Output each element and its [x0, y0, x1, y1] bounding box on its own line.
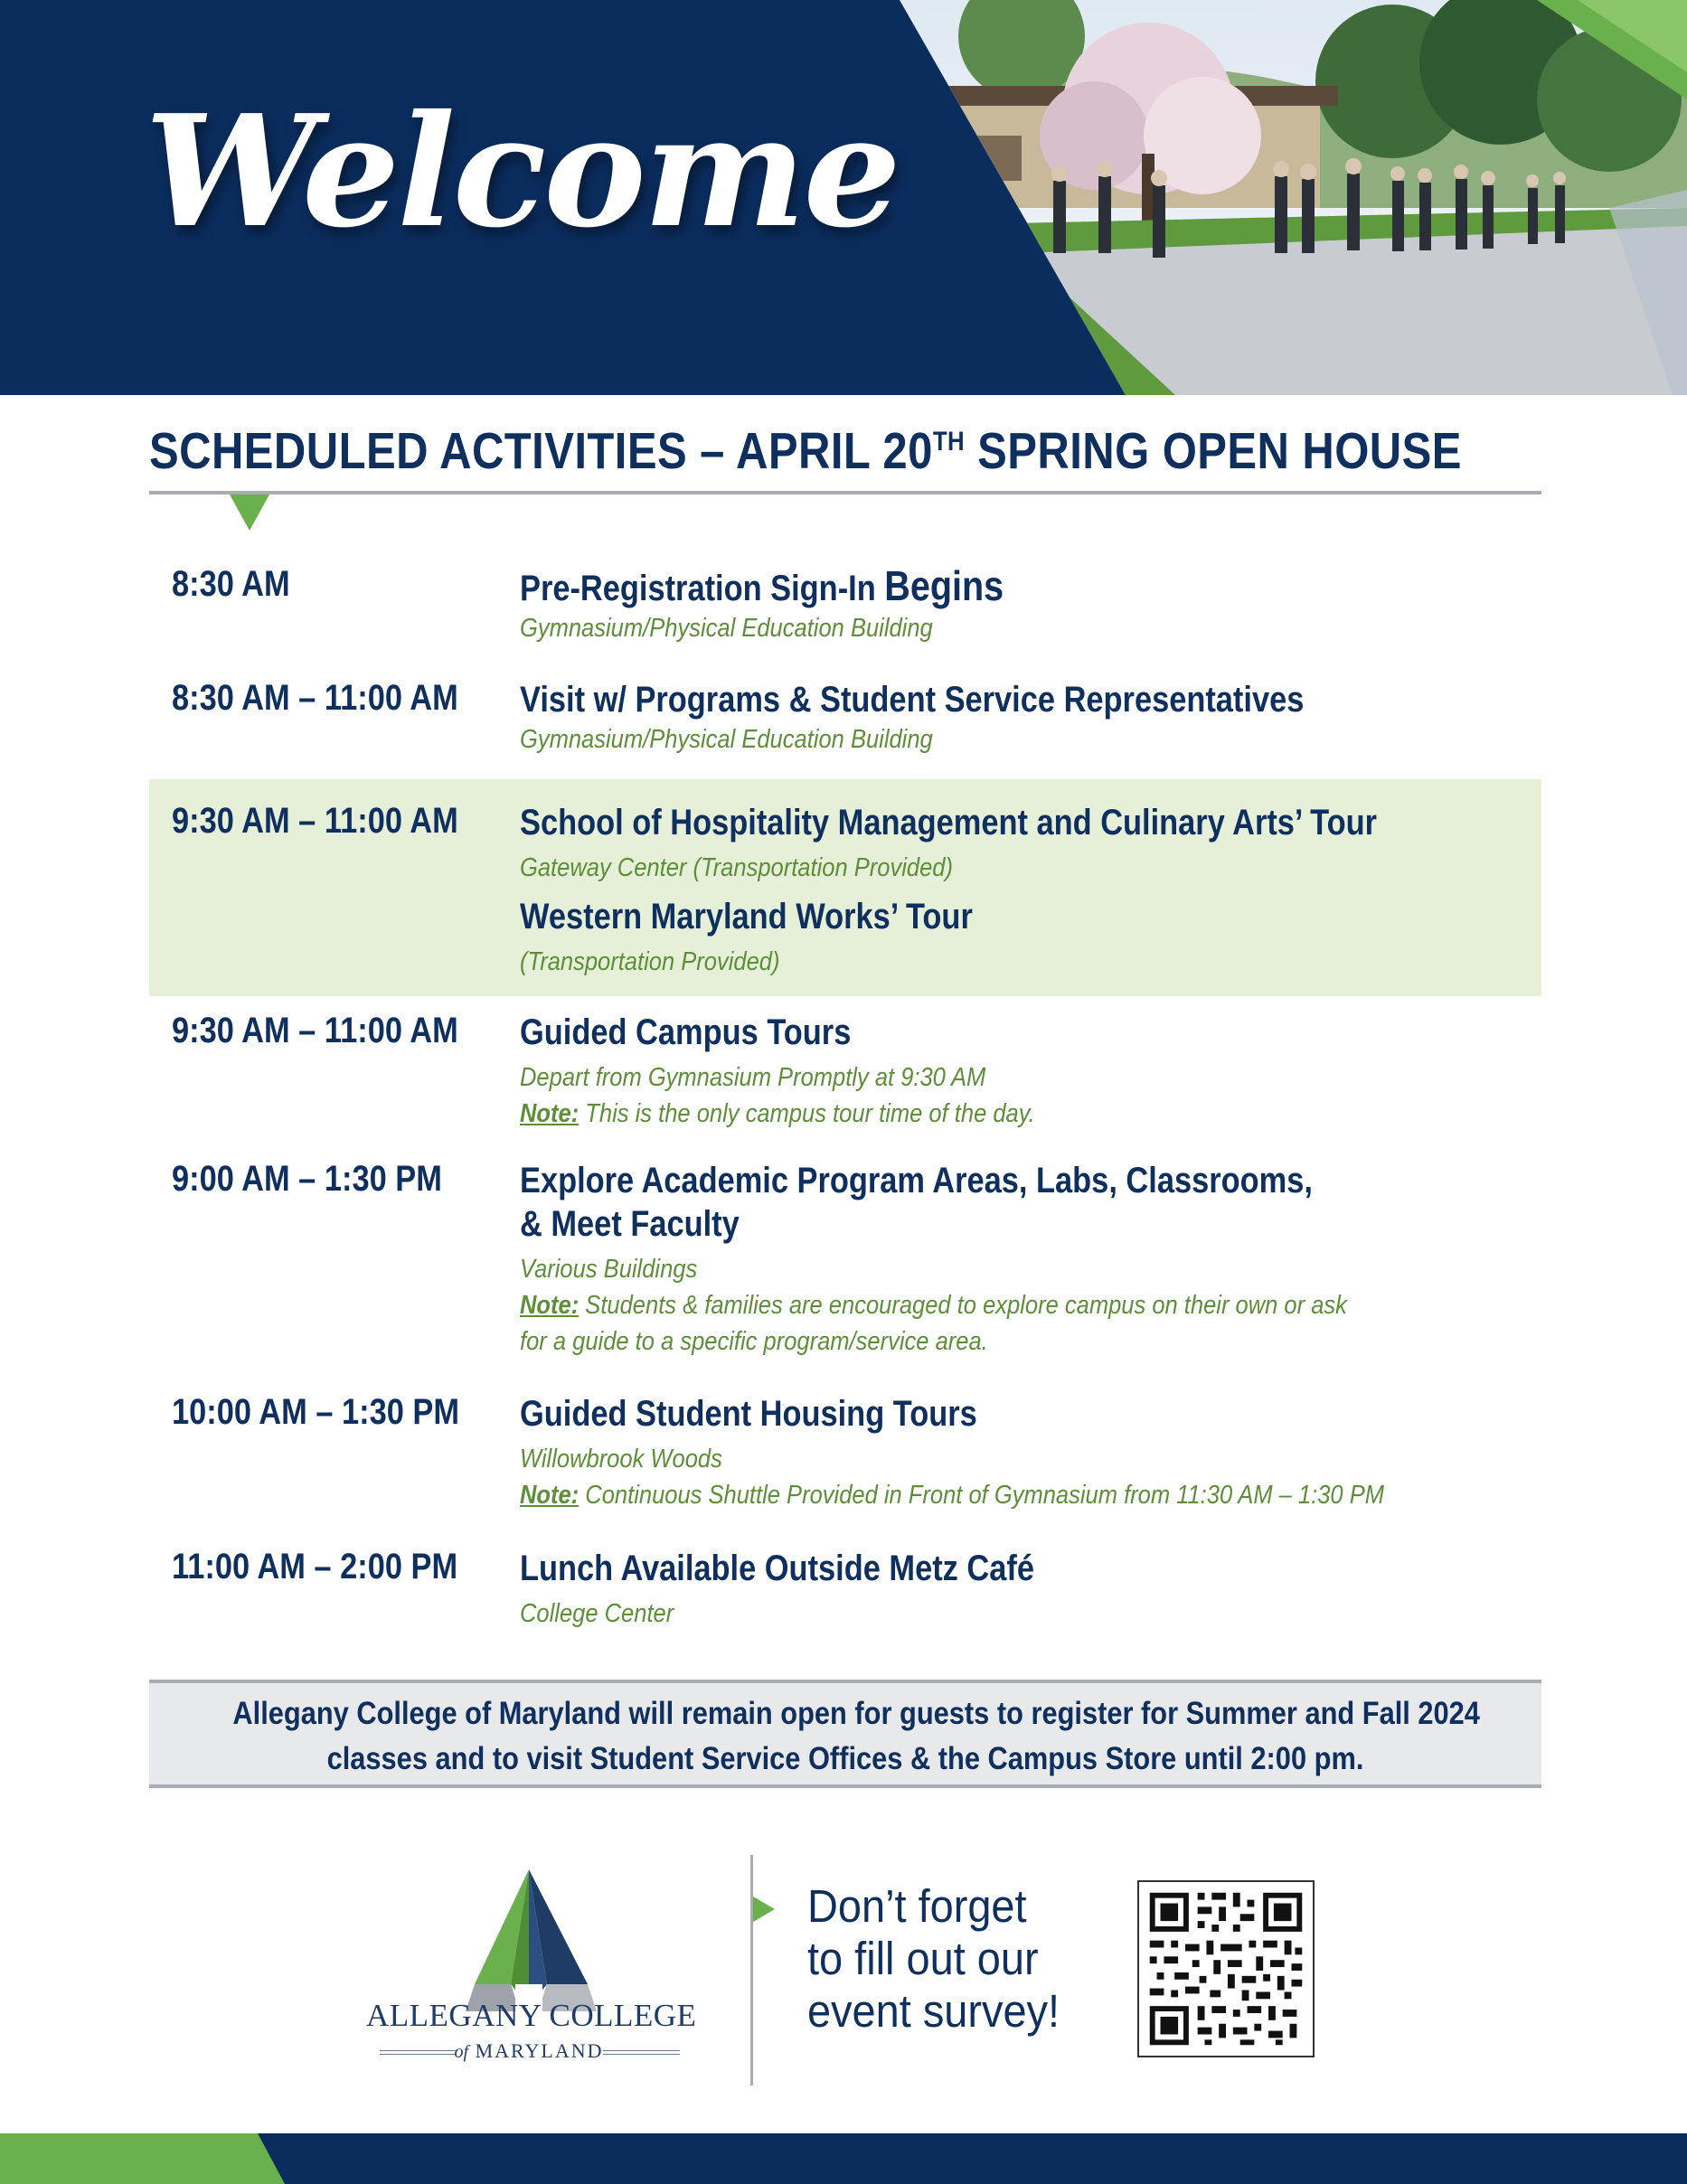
event-title-line2: & Meet Faculty: [520, 1204, 740, 1244]
event-title: Western Maryland Works’ Tour: [520, 897, 973, 937]
event-time: 11:00 AM – 2:00 PM: [172, 1547, 458, 1586]
event-note-line2: for a guide to a specific program/service area.: [520, 1327, 988, 1356]
qr-code-icon[interactable]: [1137, 1880, 1315, 2057]
event-time: 9:30 AM – 11:00 AM: [172, 1011, 458, 1050]
event-time: 9:30 AM – 11:00 AM: [172, 801, 458, 841]
event-location: Gateway Center (Transportation Provided): [520, 853, 953, 882]
event-time: 8:30 AM: [172, 564, 290, 604]
college-of: of: [454, 2042, 469, 2062]
event-location: Depart from Gymnasium Promptly at 9:30 AM: [520, 1063, 986, 1092]
title-rest: SPRING OPEN HOUSE: [965, 422, 1462, 480]
event-title: Visit w/ Programs & Student Service Representatives: [520, 680, 1305, 720]
note-text: Continuous Shuttle Provided in Front of Gymnasium from 11:30 AM – 1:30 PM: [579, 1481, 1385, 1510]
note-text: This is the only campus tour time of the day.: [579, 1099, 1035, 1128]
event-location: Gymnasium/Physical Education Building: [520, 725, 933, 754]
schedule-row-highlight: [149, 779, 1541, 996]
event-note: [520, 1096, 1554, 1132]
right-arrow-icon: [753, 1897, 775, 1922]
college-state: MARYLAND: [468, 2039, 604, 2062]
event-note: [520, 1287, 1554, 1323]
event-time: 9:00 AM – 1:30 PM: [172, 1159, 442, 1199]
note-text: Students & families are encouraged to explore campus on their own or ask: [579, 1291, 1347, 1320]
college-subtitle: [366, 2039, 692, 2063]
event-location: Various Buildings: [520, 1255, 698, 1284]
event-title: Explore Academic Program Areas, Labs, Classrooms,: [520, 1161, 1313, 1200]
title-suffix: TH: [932, 427, 966, 457]
schedule-row: [149, 1381, 1541, 1536]
event-location: Gymnasium/Physical Education Building: [520, 614, 933, 643]
survey-line: to fill out our: [807, 1933, 1039, 1984]
event-title: Lunch Available Outside Metz Café: [520, 1549, 1034, 1588]
header-banner: [0, 0, 1687, 395]
survey-line: event survey!: [807, 1985, 1060, 2037]
event-title: Guided Student Housing Tours: [520, 1394, 977, 1434]
event-title-part: Begins: [884, 562, 1004, 609]
survey-line: Don’t forget: [807, 1880, 1027, 1932]
down-arrow-icon: [230, 494, 269, 531]
notice-line: Allegany College of Maryland will remain open for guests to register for Summer and Fall 2024: [232, 1696, 1480, 1731]
event-time: 10:00 AM – 1:30 PM: [172, 1392, 460, 1432]
title-divider: [149, 491, 1541, 494]
event-location: Willowbrook Woods: [520, 1445, 722, 1473]
event-title-part: Pre-Registration Sign-In: [520, 569, 885, 608]
event-time: 8:30 AM – 11:00 AM: [172, 678, 458, 718]
footer-divider: [750, 1855, 753, 2085]
notice-line: classes and to visit Student Service Offices & the Campus Store until 2:00 pm.: [326, 1741, 1364, 1776]
schedule-row: [149, 996, 1541, 1148]
event-title: Guided Campus Tours: [520, 1012, 852, 1052]
schedule-row: [149, 667, 1541, 779]
event-note: [520, 1477, 1554, 1513]
bottom-accent-bar: [0, 2133, 1687, 2184]
schedule-list: [149, 553, 1541, 1650]
college-name: ALLEGANY COLLEGE: [366, 1998, 697, 2033]
note-label: Note:: [520, 1291, 580, 1320]
title-main: SCHEDULED ACTIVITIES – APRIL 20: [149, 422, 933, 480]
schedule-row: [149, 553, 1541, 667]
open-notice-box: [149, 1680, 1541, 1788]
event-title: School of Hospitality Management and Culinary Arts’ Tour: [520, 803, 1378, 843]
survey-prompt: [807, 1880, 1082, 2038]
event-location: College Center: [520, 1599, 674, 1628]
schedule-row: [149, 1536, 1541, 1650]
page-title: [149, 421, 1462, 481]
note-label: Note:: [520, 1099, 580, 1128]
event-title: [520, 564, 1531, 610]
welcome-heading: Welcome: [145, 81, 899, 262]
event-location: (Transportation Provided): [520, 947, 780, 976]
schedule-row: [149, 1148, 1541, 1381]
note-label: Note:: [520, 1481, 580, 1510]
